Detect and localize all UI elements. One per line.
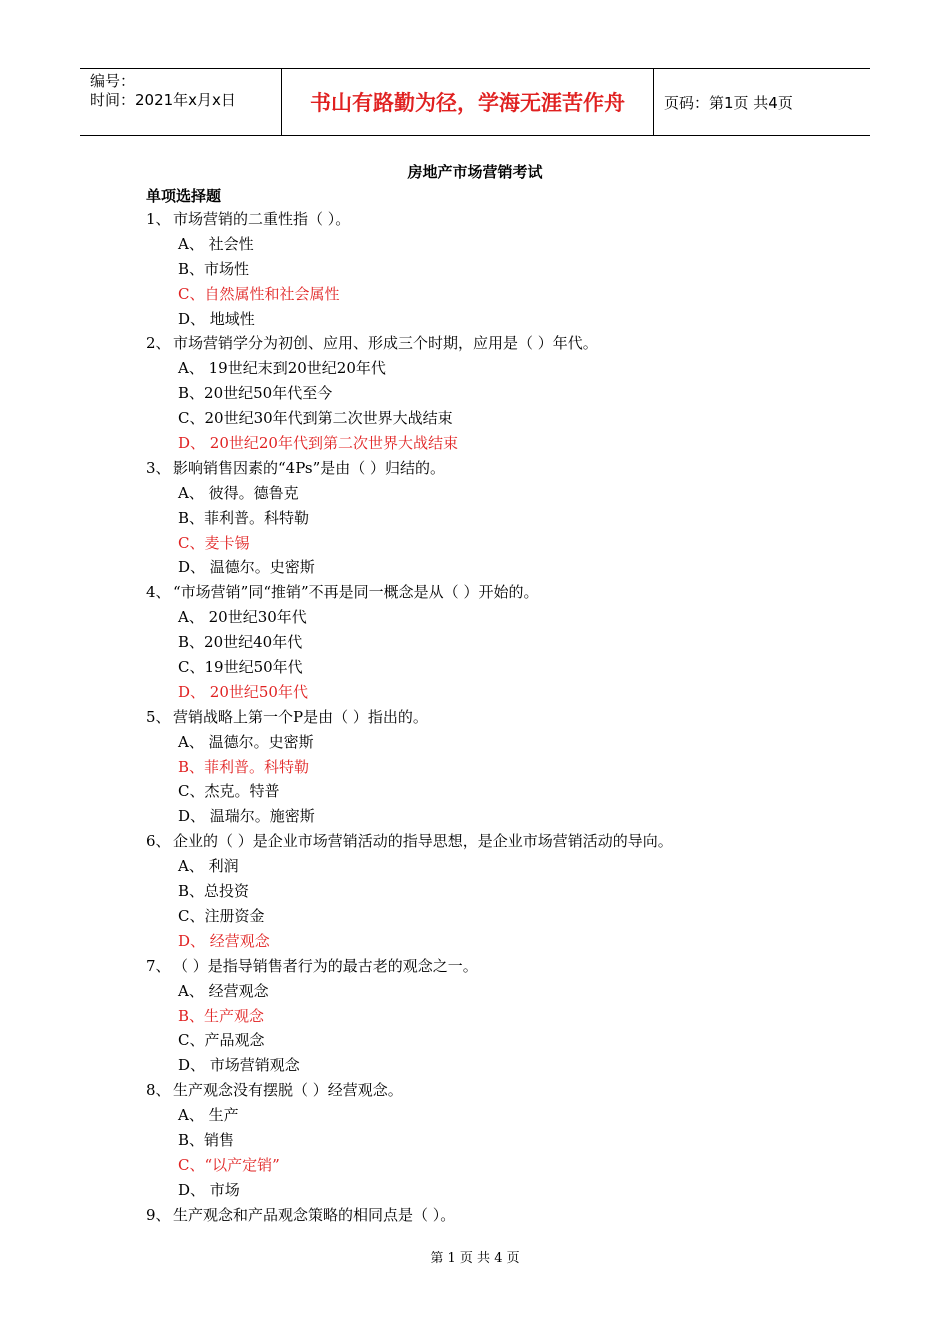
question-list [0,207,950,1228]
document-title: 房地产市场营销考试 [407,163,543,181]
header-page-info: 页码：第1页 共4页 [664,93,793,112]
question-text: 生产观念没有摆脱（ ）经营观念。 [173,1081,403,1100]
option: B、20世纪50年代至今 [178,384,333,403]
question-number: 6、 [146,832,171,851]
question-text: 影响销售因素的“4Ps”是由（ ）归结的。 [173,458,446,477]
question-text: 企业的（ ）是企业市场营销活动的指导思想，是企业市场营销活动的导向。 [173,832,673,851]
header-motto: 书山有路勤为径，学海无涯苦作舟 [282,69,654,135]
option: B、市场性 [178,259,250,278]
option: B、菲利普。科特勒 [178,508,310,527]
header-meta [80,69,282,135]
question-stem [0,829,950,854]
option: D、 温德尔。史密斯 [178,558,315,577]
option: D、 市场营销观念 [178,1056,300,1075]
answer-option: C、麦卡锡 [178,533,250,552]
option: A、 利润 [178,857,239,876]
answer-option: D、 20世纪20年代到第二次世界大战结束 [178,434,458,453]
option: A、 生产 [178,1106,239,1125]
question-text: （ ）是指导销售者行为的最古老的观念之一。 [173,956,478,975]
option: A、 经营观念 [178,981,269,1000]
answer-option: C、自然属性和社会属性 [178,284,340,303]
serial-label: 编号： [90,72,136,90]
option: C、产品观念 [178,1031,265,1050]
answer-option: D、 20世纪50年代 [178,682,308,701]
option: C、19世纪50年代 [178,658,303,677]
question-number: 8、 [146,1081,171,1100]
answer-option: D、 经营观念 [178,931,270,950]
answer-option: B、生产观念 [178,1006,265,1025]
option: B、20世纪40年代 [178,633,303,652]
option: D、 市场 [178,1180,240,1199]
question-text: “市场营销”同“推销”不再是同一概念是从（ ）开始的。 [173,583,539,602]
time-label: 时间：2021年x月x日 [90,91,236,109]
question-number: 3、 [146,458,171,477]
answer-option: C、“以产定销” [178,1155,280,1174]
page-header [80,68,870,136]
option: C、20世纪30年代到第二次世界大战结束 [178,409,453,428]
option: A、 温德尔。史密斯 [178,732,314,751]
question-stem [0,331,950,356]
section-title: 单项选择题 [146,187,222,205]
question-number: 4、 [146,583,171,602]
option: A、 19世纪末到20世纪20年代 [178,359,386,378]
question-stem [0,705,950,730]
option: C、杰克。特普 [178,782,280,801]
question-number: 7、 [146,956,171,975]
question-stem [0,1203,950,1228]
page-footer: 第 1 页 共 4 页 [430,1251,520,1266]
question-text: 生产观念和产品观念策略的相同点是（ ）。 [173,1205,456,1224]
question-number: 9、 [146,1205,171,1224]
question-text: 市场营销学分为初创、应用、形成三个时期，应用是（ ）年代。 [173,334,598,353]
question-stem [0,456,950,481]
option: D、 温瑞尔。施密斯 [178,807,315,826]
option: C、注册资金 [178,906,265,925]
question-stem [0,954,950,979]
question-stem [0,1078,950,1103]
question-number: 5、 [146,707,171,726]
question-number: 2、 [146,334,171,353]
option: B、总投资 [178,882,250,901]
question-text: 市场营销的二重性指（ ）。 [173,210,351,228]
question-stem [0,207,950,232]
option: A、 彼得。德鲁克 [178,483,299,502]
question-stem [0,580,950,605]
option: B、销售 [178,1130,235,1149]
option: D、 地域性 [178,309,255,328]
answer-option: B、菲利普。科特勒 [178,757,310,776]
question-text: 营销战略上第一个P是由（ ）指出的。 [173,707,428,726]
question-number: 1、 [146,210,171,228]
option: A、 20世纪30年代 [178,608,307,627]
option: A、 社会性 [178,234,254,253]
